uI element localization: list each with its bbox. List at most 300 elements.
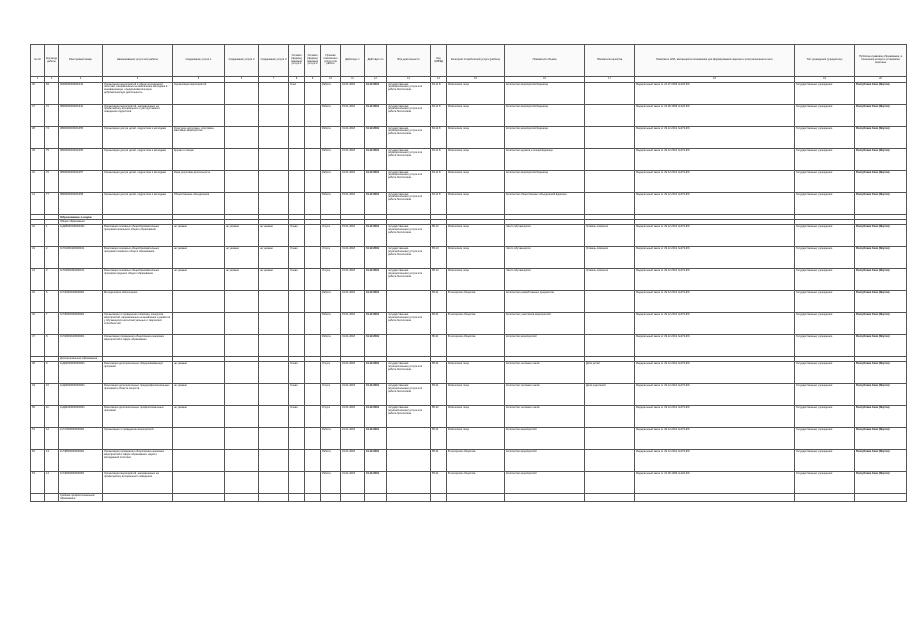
table-cell: 01.01.2018 — [341, 225, 365, 247]
table-cell: 31.12.2019 — [365, 171, 387, 193]
table-cell: Государственные учреждения — [795, 127, 855, 149]
table-cell — [585, 105, 635, 127]
table-cell: Физические лица — [447, 269, 505, 291]
table-cell — [305, 225, 321, 247]
table-cell: 11Д45000100400101 — [59, 225, 103, 247]
table-cell: Количество мероприятий Единица — [505, 83, 585, 105]
table-cell — [305, 428, 321, 450]
column-header: № п/п — [31, 45, 45, 77]
table-cell: государственная (муниципальная) услуга или работа бесплатная — [387, 105, 431, 127]
table-cell: 1 — [45, 225, 59, 247]
table-cell: Государственные учреждения — [795, 247, 855, 269]
table-cell: Кружки и секции — [173, 149, 225, 171]
table-cell — [259, 313, 289, 335]
table-cell: Организация мероприятий, направленных на профилактику асоциального поведения — [103, 472, 173, 494]
table-cell: Федеральный закон от 29.12.2012 №273-ФЗ — [635, 247, 795, 269]
table-cell: 50 — [31, 406, 45, 428]
table-cell: 85.14 — [431, 269, 447, 291]
table-cell: Количество мероприятий — [505, 472, 585, 494]
table-cell — [305, 313, 321, 335]
table-cell: 85.41 — [431, 472, 447, 494]
table-cell: 31.12.2019 — [365, 127, 387, 149]
table-cell — [289, 450, 305, 472]
table-cell: 47 — [31, 335, 45, 357]
table-cell: Физические лица — [447, 384, 505, 406]
table-cell: государственная (муниципальная) услуга или работа бесплатная — [387, 269, 431, 291]
table-cell: 85.41 — [431, 450, 447, 472]
table-cell: 85.41 — [431, 428, 447, 450]
table-cell: 77 — [45, 193, 59, 215]
column-header: Содержание услуги 1 — [173, 45, 225, 77]
table-row — [31, 384, 907, 406]
table-header-row — [31, 45, 907, 77]
table-cell — [305, 127, 321, 149]
table-cell: Количество человеко-часов — [505, 384, 585, 406]
table-cell: Организация досуга детей, подростков и молодежи — [103, 127, 173, 149]
table-cell: 52 — [31, 450, 45, 472]
table-cell: Количество человеко-часов — [505, 406, 585, 428]
table-cell: 13 — [45, 450, 59, 472]
column-number: 1 — [31, 77, 45, 83]
table-cell — [387, 494, 431, 502]
table-cell: 31.12.2019 — [365, 362, 387, 384]
table-cell: 85.13 — [431, 247, 447, 269]
table-cell: не указано — [259, 269, 289, 291]
table-cell: государственная (муниципальная) услуга или работа бесплатная — [387, 83, 431, 105]
table-cell: Число обучающихся — [505, 247, 585, 269]
table-cell: 01.01.2018 — [341, 149, 365, 171]
column-number: 14 — [431, 77, 447, 83]
table-cell — [305, 362, 321, 384]
column-number: 12 — [365, 77, 387, 83]
table-cell — [305, 335, 321, 357]
table-cell: государственная (муниципальная) услуга или работа бесплатная — [387, 247, 431, 269]
table-cell: В интересах общества — [447, 313, 505, 335]
table-cell: Реализация дополнительных предпрофессиональных программ в области искусств — [103, 384, 173, 406]
table-cell: Работа — [321, 450, 341, 472]
table-cell: 01.01.2018 — [341, 362, 365, 384]
table-cell: 53 — [31, 472, 45, 494]
table-cell: Государственные учреждения — [795, 472, 855, 494]
table-cell: Число обучающихся — [505, 225, 585, 247]
table-cell: Республика Саха (Якутия) — [855, 362, 907, 384]
table-cell: Культурно-досуговые, спортивно-массовые мероприятия — [173, 127, 225, 149]
table-cell: не указано — [259, 225, 289, 247]
table-cell — [305, 450, 321, 472]
table-cell: Физические лица — [447, 428, 505, 450]
table-cell: 01.01.2018 — [341, 105, 365, 127]
table-cell: Услуга — [321, 247, 341, 269]
table-cell: Очно — [289, 83, 305, 105]
table-cell — [225, 384, 259, 406]
table-cell: Работа — [321, 313, 341, 335]
table-row — [31, 428, 907, 450]
table-cell — [173, 291, 225, 313]
table-cell — [259, 149, 289, 171]
table-cell — [321, 494, 341, 502]
column-header: Показатели объема — [505, 45, 585, 77]
table-cell — [259, 335, 289, 357]
table-cell — [635, 494, 795, 502]
table-cell: 11791000100400101 — [59, 247, 103, 269]
table-cell: Республика Саха (Якутия) — [855, 105, 907, 127]
table-row — [31, 127, 907, 149]
table-cell — [225, 149, 259, 171]
table-cell: 01.01.2018 — [341, 269, 365, 291]
table-cell — [259, 105, 289, 127]
table-cell: Государственные учреждения — [795, 362, 855, 384]
column-header: Категории потребителей услуги (работы) — [447, 45, 505, 77]
table-cell — [259, 362, 289, 384]
table-cell: 8 — [45, 335, 59, 357]
table-cell: 0800000000001458 — [59, 193, 103, 215]
column-header: Тип учреждения (учредитель) — [795, 45, 855, 77]
table-cell: 11Д43000000000001 — [59, 384, 103, 406]
table-cell — [585, 171, 635, 193]
table-cell — [387, 472, 431, 494]
services-registry-table — [30, 44, 907, 502]
table-cell: Очная — [289, 225, 305, 247]
table-cell: Иная досуговая деятельность — [173, 171, 225, 193]
table-cell — [259, 494, 289, 502]
table-cell — [173, 472, 225, 494]
table-body — [31, 83, 907, 502]
table-cell: Работа — [321, 428, 341, 450]
table-cell: 01.01.2018 — [341, 127, 365, 149]
table-cell: 11Д42000000000001 — [59, 362, 103, 384]
table-cell: Организация мероприятий — [173, 83, 225, 105]
table-cell — [259, 406, 289, 428]
table-cell: Реализация основных общеобразовательных программ среднего общего образования — [103, 269, 173, 291]
table-cell: Организация мероприятий в сфере молодежной политики, направленных на вовлечение молодежи в инновационную, предпринимательскую, добровольческую деятельность — [103, 83, 173, 105]
table-cell: не указано — [225, 225, 259, 247]
table-cell: Государственные учреждения — [795, 193, 855, 215]
table-cell — [585, 193, 635, 215]
table-cell: Федеральный закон от 29.12.2012 №273-ФЗ — [635, 335, 795, 357]
table-cell — [585, 149, 635, 171]
column-number: 19 — [795, 77, 855, 83]
table-cell: Работа — [321, 472, 341, 494]
table-cell — [305, 247, 321, 269]
table-cell — [305, 83, 321, 105]
table-cell: Республика Саха (Якутия) — [855, 406, 907, 428]
table-cell: Федеральный закон от 29.12.2012 №273-ФЗ — [635, 362, 795, 384]
table-cell: 7 — [45, 313, 59, 335]
table-cell: Количество мероприятий Единица — [505, 127, 585, 149]
table-cell: Федеральный закон от 29.12.2012 №273-ФЗ — [635, 171, 795, 193]
table-cell: 31.12.2019 — [365, 335, 387, 357]
table-cell: государственная (муниципальная) услуга или работа бесплатная — [387, 313, 431, 335]
table-cell — [585, 472, 635, 494]
table-cell — [585, 313, 635, 335]
table-cell — [103, 494, 173, 502]
table-cell: 11Г49000000000001 — [59, 472, 103, 494]
table-cell — [259, 127, 289, 149]
table-cell: Количество участников мероприятий — [505, 313, 585, 335]
column-number: 20 — [855, 77, 907, 83]
table-cell: Физические лица — [447, 225, 505, 247]
table-cell — [259, 428, 289, 450]
column-header: Код вида работы — [45, 45, 59, 77]
table-cell: Республика Саха (Якутия) — [855, 450, 907, 472]
table-cell — [289, 149, 305, 171]
table-cell: Услуга — [321, 225, 341, 247]
table-cell: 43 — [31, 247, 45, 269]
table-row — [31, 362, 907, 384]
table-cell: Физические лица — [447, 247, 505, 269]
table-cell: 10 — [45, 384, 59, 406]
table-cell — [305, 105, 321, 127]
table-cell — [225, 313, 259, 335]
table-cell: Работа — [321, 193, 341, 215]
table-cell: Реализация дополнительных общеразвивающих программ — [103, 362, 173, 384]
column-number: 5 — [173, 77, 225, 83]
column-number: 8 — [289, 77, 305, 83]
table-cell: не указано — [173, 384, 225, 406]
table-cell — [259, 291, 289, 313]
table-cell: Очная — [289, 269, 305, 291]
table-row — [31, 335, 907, 357]
table-cell: Организация досуга детей, подростков и молодежи — [103, 193, 173, 215]
table-cell: 11794000300400101 — [59, 269, 103, 291]
table-cell: Республика Саха (Якутия) — [855, 193, 907, 215]
table-cell: Государственные учреждения — [795, 335, 855, 357]
table-cell: 9 — [45, 362, 59, 384]
table-row — [31, 406, 907, 428]
table-cell: Республика Саха (Якутия) — [855, 384, 907, 406]
table-cell: 51 — [31, 428, 45, 450]
table-row — [31, 472, 907, 494]
table-cell — [365, 494, 387, 502]
table-cell — [289, 313, 305, 335]
table-cell: 31.12.2019 — [365, 406, 387, 428]
table-cell: 31.12.2019 — [365, 450, 387, 472]
table-cell: государственная (муниципальная) услуга или работа бесплатная — [387, 149, 431, 171]
table-cell: 45 — [31, 291, 45, 313]
table-cell — [795, 494, 855, 502]
table-cell: 11Д44000000000001 — [59, 406, 103, 428]
table-cell: Число обучающихся — [505, 269, 585, 291]
table-cell: Услуга — [321, 406, 341, 428]
table-cell: Работа — [321, 83, 341, 105]
table-cell — [305, 494, 321, 502]
table-cell: 12 — [45, 428, 59, 450]
column-number: 15 — [447, 77, 505, 83]
table-cell — [225, 105, 259, 127]
table-cell — [225, 83, 259, 105]
table-cell: Государственные учреждения — [795, 149, 855, 171]
table-cell: Республика Саха (Якутия) — [855, 335, 907, 357]
table-cell: 11Г47000000000001 — [59, 428, 103, 450]
table-cell: Уровень освоения — [585, 247, 635, 269]
table-cell — [225, 494, 259, 502]
table-cell: Государственные учреждения — [795, 291, 855, 313]
table-cell: Республика Саха (Якутия) — [855, 83, 907, 105]
table-cell — [289, 291, 305, 313]
table-row — [31, 313, 907, 335]
table-cell: Государственные учреждения — [795, 269, 855, 291]
table-cell: Физические лица — [447, 127, 505, 149]
table-cell: 31.12.2019 — [365, 269, 387, 291]
column-number: 18 — [635, 77, 795, 83]
table-cell: Федеральный закон от 29.12.2012 №273-ФЗ — [635, 269, 795, 291]
table-cell: Организация досуга детей, подростков и молодежи — [103, 171, 173, 193]
table-cell: Очная — [289, 406, 305, 428]
table-cell: 01.01.2018 — [341, 247, 365, 269]
table-cell: 0800000000001457 — [59, 171, 103, 193]
table-cell — [225, 291, 259, 313]
table-cell — [45, 494, 59, 502]
table-cell: не указано — [225, 247, 259, 269]
table-cell: 31.12.2019 — [365, 313, 387, 335]
table-cell — [585, 291, 635, 313]
column-number: 7 — [259, 77, 289, 83]
table-cell — [289, 472, 305, 494]
table-cell: 84.11.8 — [431, 105, 447, 127]
table-row — [31, 450, 907, 472]
table-cell: Доля родителей — [585, 384, 635, 406]
table-cell: Федеральный закон от 29.12.2012 №273-ФЗ — [635, 406, 795, 428]
table-cell: Очная — [289, 362, 305, 384]
table-cell: 14 — [45, 472, 59, 494]
table-cell — [447, 494, 505, 502]
table-cell: Работа — [321, 127, 341, 149]
section-row — [31, 494, 907, 502]
table-cell: Организация проведения общественно-значимых мероприятий в сфере образования, науки и молодежной политики — [103, 450, 173, 472]
table-cell — [289, 127, 305, 149]
table-cell: государственная (муниципальная) услуга или работа бесплатная — [387, 362, 431, 384]
table-cell: 0800000000001456 — [59, 149, 103, 171]
column-header: Содержание услуги 2 — [225, 45, 259, 77]
column-number: 16 — [505, 77, 585, 83]
table-cell: 76 — [45, 171, 59, 193]
table-cell: Федеральный закон от 29.12.2012 №273-ФЗ — [635, 193, 795, 215]
table-cell: Услуга — [321, 384, 341, 406]
table-cell: 01.01.2018 — [341, 291, 365, 313]
table-cell: Федеральный закон от 29.12.2012 №273-ФЗ — [635, 384, 795, 406]
table-cell — [585, 450, 635, 472]
table-cell: 84.11.8 — [431, 171, 447, 193]
table-cell: 01.01.2018 — [341, 406, 365, 428]
table-cell — [505, 494, 585, 502]
table-cell: Количество мероприятий Единица — [505, 171, 585, 193]
table-cell: Физические лица — [447, 149, 505, 171]
table-cell: В интересах общества — [447, 291, 505, 313]
table-cell — [585, 83, 635, 105]
table-cell: 2 — [45, 247, 59, 269]
table-cell: Федеральный закон от 29.12.2012 №273-ФЗ — [635, 313, 795, 335]
table-cell: Физические лица — [447, 193, 505, 215]
table-cell: Очная — [289, 247, 305, 269]
table-cell: государственная (муниципальная) услуга или работа бесплатная — [387, 384, 431, 406]
column-header: Показатели качества — [585, 45, 635, 77]
table-cell: 84.11.8 — [431, 83, 447, 105]
table-cell: Республика Саха (Якутия) — [855, 472, 907, 494]
table-cell: Государственные учреждения — [795, 225, 855, 247]
table-cell: Реализация дополнительных профессиональных программ — [103, 406, 173, 428]
table-cell: 36 — [31, 83, 45, 105]
table-cell — [259, 83, 289, 105]
table-cell: 41 — [31, 193, 45, 215]
table-cell — [585, 127, 635, 149]
table-cell: Количество кружков и секций Единица — [505, 149, 585, 171]
table-cell: Государственные учреждения — [795, 105, 855, 127]
table-cell — [305, 291, 321, 313]
table-cell: 37 — [31, 105, 45, 127]
table-cell — [585, 406, 635, 428]
table-cell: 01.01.2018 — [341, 193, 365, 215]
table-cell: Государственные учреждения — [795, 313, 855, 335]
table-cell: 11 — [45, 406, 59, 428]
table-cell: 01.01.2018 — [341, 384, 365, 406]
table-cell — [289, 193, 305, 215]
table-cell: 42 — [31, 225, 45, 247]
column-header: Реквизиты НПА, являющихся основанием для формирования перечня и (или) включения в него — [635, 45, 795, 77]
column-header: Содержание услуги 3 — [259, 45, 289, 77]
column-header: Признак отнесения к услуге или работе — [321, 45, 341, 77]
table-cell: Организация проведения общественно-значимых мероприятий в сфере образования — [103, 335, 173, 357]
table-cell: 85.41 — [431, 291, 447, 313]
column-number: 2 — [45, 77, 59, 83]
table-cell: 01.01.2018 — [341, 335, 365, 357]
table-cell — [855, 494, 907, 502]
column-number: 6 — [225, 77, 259, 83]
table-cell: 31.12.2019 — [365, 247, 387, 269]
table-cell: Доля детей — [585, 362, 635, 384]
table-cell: В интересах общества — [447, 450, 505, 472]
table-cell — [173, 428, 225, 450]
table-cell: Республика Саха (Якутия) — [855, 313, 907, 335]
table-cell: 01.01.2018 — [341, 472, 365, 494]
table-cell: 0800000000001342 — [59, 105, 103, 127]
table-cell: 85.41 — [431, 384, 447, 406]
table-cell: Работа — [321, 291, 341, 313]
table-cell: Федеральный закон от 29.12.2012 №273-ФЗ — [635, 225, 795, 247]
table-cell: Количество мероприятий — [505, 335, 585, 357]
table-cell: Работа — [321, 335, 341, 357]
table-cell: 11Г45000300000001 — [59, 313, 103, 335]
table-cell: не указано — [173, 362, 225, 384]
table-cell — [387, 428, 431, 450]
table-cell — [173, 494, 225, 502]
table-cell: Федеральный закон от 29.12.2012 №273-ФЗ — [635, 127, 795, 149]
table-cell: Количество мероприятий Единица — [505, 105, 585, 127]
table-cell: 01.01.2018 — [341, 450, 365, 472]
table-cell — [289, 171, 305, 193]
table-cell: 31.12.2019 — [365, 291, 387, 313]
table-cell: Федеральный закон от 29.12.2012 №273-ФЗ — [635, 450, 795, 472]
table-row — [31, 83, 907, 105]
column-header: Действует по — [365, 45, 387, 77]
table-cell: Физические лица — [447, 171, 505, 193]
table-cell: Количество человеко-часов — [505, 362, 585, 384]
table-cell — [225, 362, 259, 384]
table-cell — [305, 193, 321, 215]
table-cell: Федеральный закон от 24.06.1999 №120-ФЗ — [635, 105, 795, 127]
table-row — [31, 149, 907, 171]
table-cell: Республика Саха (Якутия) — [855, 269, 907, 291]
table-cell: Количество общественных объединений Единица — [505, 193, 585, 215]
table-cell — [305, 472, 321, 494]
table-cell: Физические лица — [447, 406, 505, 428]
table-cell: государственная (муниципальная) услуга или работа бесплатная — [387, 406, 431, 428]
table-cell: Организация мероприятий, направленных на профилактику асоциального и деструктивного поведения подростков — [103, 105, 173, 127]
table-cell: Работа — [321, 149, 341, 171]
table-cell: Федеральный закон от 24.07.2009 №125-ФЗ — [635, 83, 795, 105]
table-cell: 46 — [31, 313, 45, 335]
table-cell: 39 — [31, 149, 45, 171]
table-cell: Государственные учреждения — [795, 406, 855, 428]
